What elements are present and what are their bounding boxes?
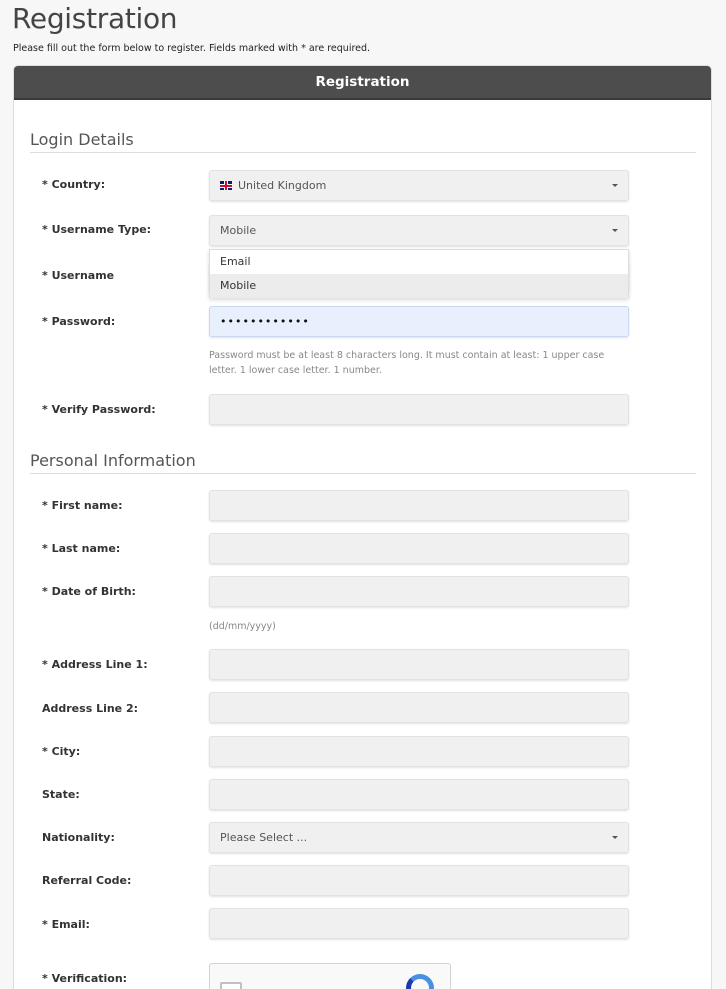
address1-input[interactable] <box>209 649 629 680</box>
country-select[interactable] <box>209 170 629 201</box>
username-type-dropdown <box>209 249 629 298</box>
last-name-input[interactable] <box>209 533 629 564</box>
verify-password-input[interactable] <box>209 394 629 425</box>
panel-header: Registration <box>14 66 711 100</box>
section-divider <box>30 152 696 153</box>
username-type-select[interactable] <box>209 215 629 246</box>
uk-flag-icon <box>220 181 232 190</box>
login-details-title: Login Details <box>30 130 134 149</box>
personal-info-title: Personal Information <box>30 451 196 470</box>
verification-label: * Verification: <box>42 972 128 985</box>
dob-hint: (dd/mm/yyyy) <box>209 621 276 632</box>
password-input[interactable] <box>209 306 629 337</box>
country-value: United Kingdom <box>238 179 327 192</box>
page-title: Registration <box>12 2 178 35</box>
city-input[interactable] <box>209 736 629 767</box>
nationality-value: Please Select ... <box>220 831 308 844</box>
option-email[interactable]: Email <box>220 255 251 268</box>
password-value: •••••••••••• <box>220 315 310 328</box>
recaptcha-widget <box>209 963 451 989</box>
password-help-text: Password must be at least 8 characters long. It must contain at least: 1 upper case letter. 1 lower case letter. 1 number. <box>209 350 605 376</box>
address2-label: Address Line 2: <box>42 702 139 715</box>
state-label: State: <box>42 788 80 801</box>
registration-panel <box>13 65 712 989</box>
username-type-label: * Username Type: <box>42 223 152 236</box>
address1-label: * Address Line 1: <box>42 658 148 671</box>
email-label: * Email: <box>42 918 90 931</box>
dob-label: * Date of Birth: <box>42 585 136 598</box>
recaptcha-logo-icon <box>406 974 434 989</box>
country-label: * Country: <box>42 178 106 191</box>
password-label: * Password: <box>42 315 116 328</box>
dob-input[interactable] <box>209 576 629 607</box>
last-name-label: * Last name: <box>42 542 121 555</box>
email-input[interactable] <box>209 908 629 939</box>
username-label: * Username <box>42 269 115 282</box>
verify-password-label: * Verify Password: <box>42 403 156 416</box>
address2-input[interactable] <box>209 692 629 723</box>
referral-label: Referral Code: <box>42 874 132 887</box>
first-name-input[interactable] <box>209 490 629 521</box>
city-label: * City: <box>42 745 81 758</box>
referral-input[interactable] <box>209 865 629 896</box>
section-divider <box>30 473 696 474</box>
first-name-label: * First name: <box>42 499 123 512</box>
state-input[interactable] <box>209 779 629 810</box>
nationality-select[interactable] <box>209 822 629 853</box>
recaptcha-checkbox[interactable] <box>220 982 242 989</box>
option-mobile[interactable]: Mobile <box>210 274 628 298</box>
nationality-label: Nationality: <box>42 831 115 844</box>
page-subtitle: Please fill out the form below to register. Fields marked with * are required. <box>13 43 371 54</box>
username-type-value: Mobile <box>220 224 257 237</box>
